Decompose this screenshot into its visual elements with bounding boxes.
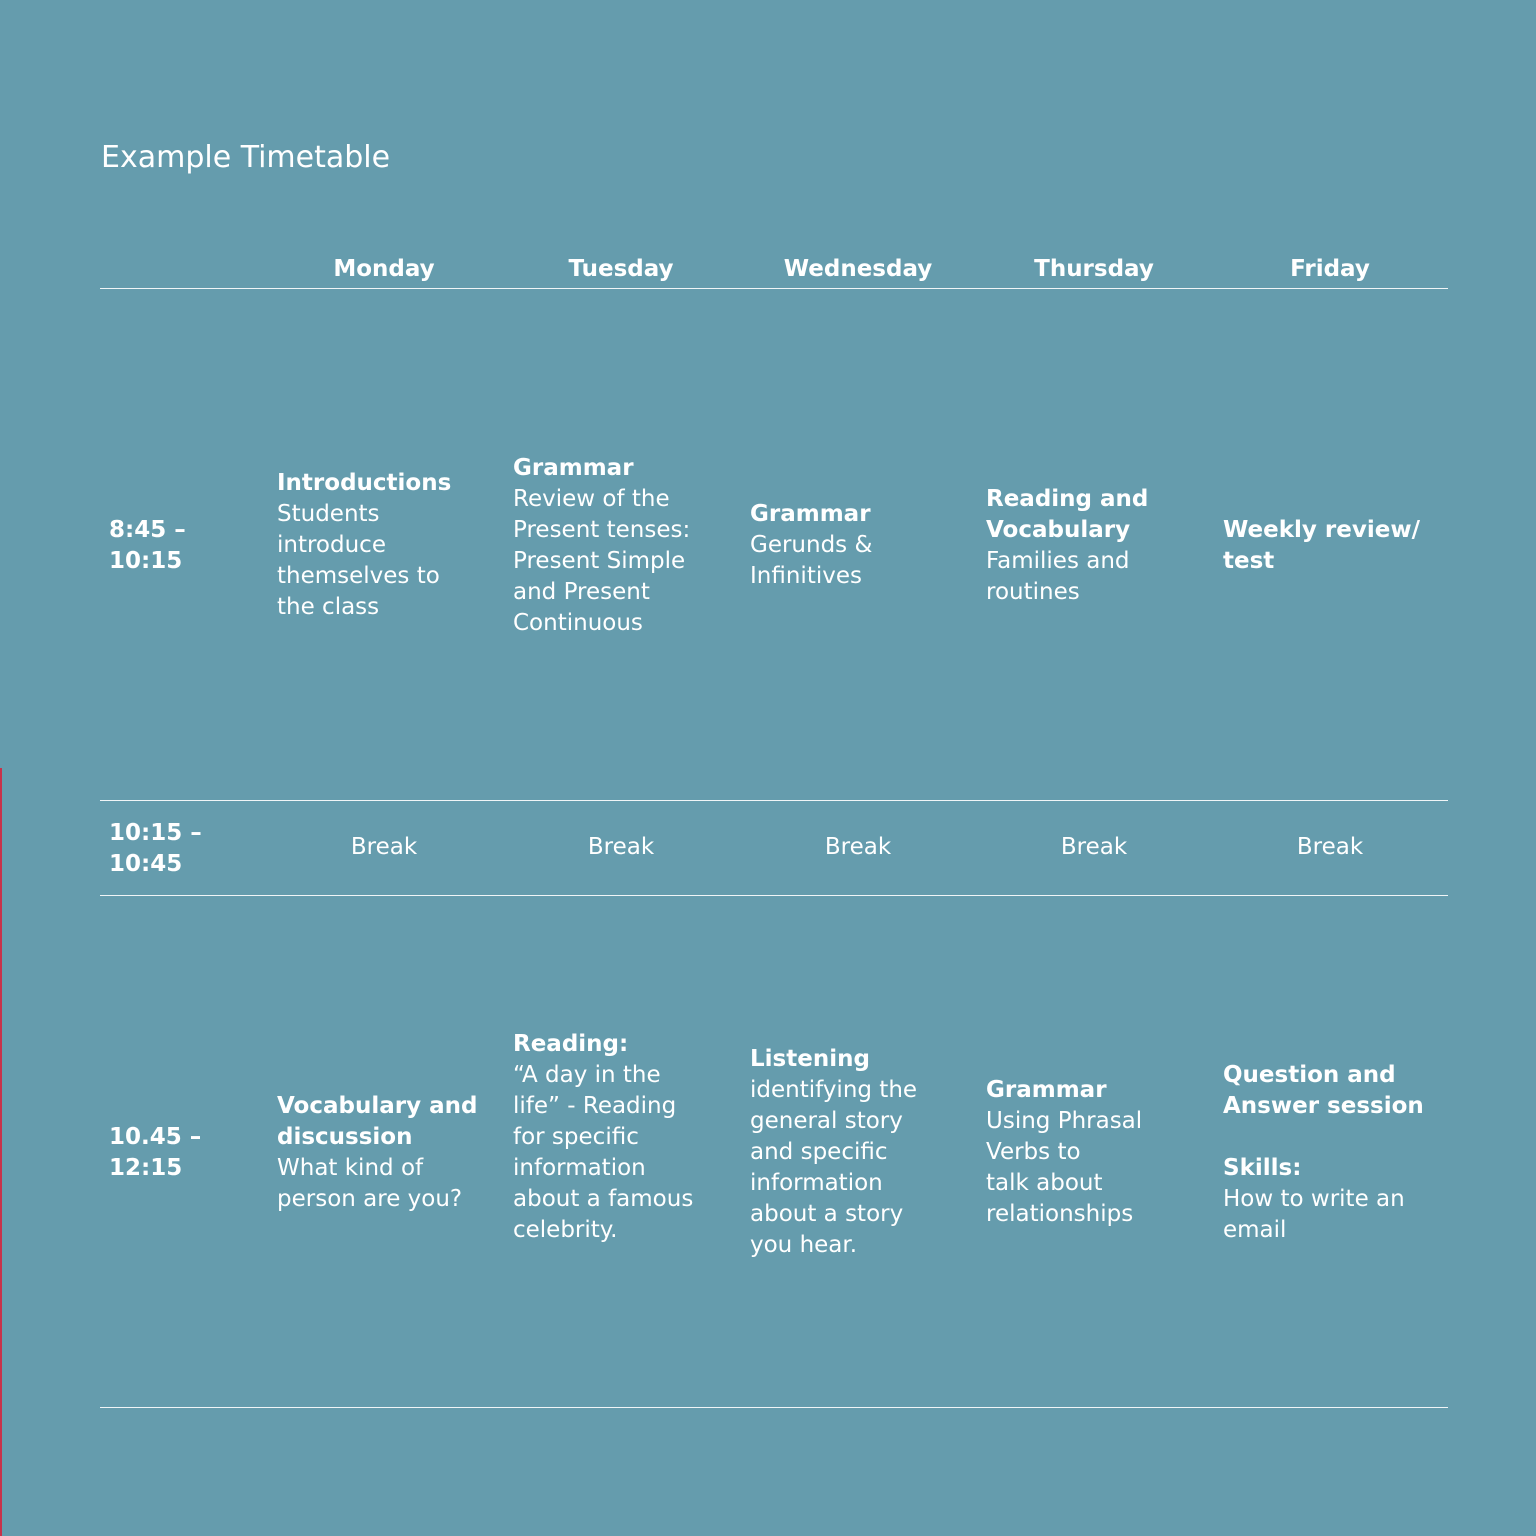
lesson-heading: Reading and Vocabulary <box>986 486 1149 543</box>
day-header-monday: Monday <box>333 256 435 282</box>
lesson-text: Students introduce themselves to the class <box>277 501 440 620</box>
lesson-heading: Grammar <box>986 1077 1107 1103</box>
lesson-heading: Listening <box>750 1046 870 1072</box>
page-title: Example Timetable <box>101 140 391 175</box>
lesson-text: Review of the Present tenses: Present Simple and Present Continuous <box>513 486 691 636</box>
time-slot-3: 10.45 – 12:15 <box>109 1124 202 1181</box>
row-divider <box>100 895 1448 896</box>
lesson-text: Gerunds & Infinitives <box>750 532 873 589</box>
lesson-heading: Weekly review/ test <box>1223 517 1420 574</box>
header-divider <box>100 288 1448 289</box>
lesson-text: Using Phrasal Verbs to talk about relationships <box>986 1108 1143 1227</box>
lesson-cell-friday-3 <box>1223 1060 1459 1246</box>
left-edge-stripe <box>0 768 2 1536</box>
break-wednesday: Break <box>824 834 892 860</box>
lesson-heading: Introductions <box>277 470 452 496</box>
lesson-cell-wednesday-3 <box>750 1044 986 1261</box>
lesson-cell-thursday-1 <box>986 484 1222 608</box>
lesson-cell-wednesday-1 <box>750 499 986 592</box>
lesson-heading: Grammar <box>513 455 634 481</box>
day-header-thursday: Thursday <box>1034 256 1154 282</box>
time-slot-1: 8:45 – 10:15 <box>109 517 186 574</box>
time-slot-2: 10:15 – 10:45 <box>109 820 202 877</box>
day-header-friday: Friday <box>1290 256 1370 282</box>
row-divider <box>100 800 1448 801</box>
lesson-cell-tuesday-3 <box>513 1029 749 1246</box>
lesson-cell-friday-1 <box>1223 515 1459 577</box>
lesson-text: “A day in the life” - Reading for specific information about a famous celebrity. <box>513 1062 694 1243</box>
day-header-tuesday: Tuesday <box>568 256 674 282</box>
break-friday: Break <box>1296 834 1364 860</box>
lesson-cell-thursday-3 <box>986 1075 1222 1230</box>
break-tuesday: Break <box>587 834 655 860</box>
lesson-text: Families and routines <box>986 548 1130 605</box>
break-thursday: Break <box>1060 834 1128 860</box>
lesson-cell-tuesday-1 <box>513 453 749 639</box>
lesson-text: What kind of person are you? <box>277 1155 463 1212</box>
break-monday: Break <box>350 834 418 860</box>
lesson-cell-monday-3 <box>277 1091 513 1215</box>
row-divider <box>100 1407 1448 1408</box>
lesson-heading-skills: Skills: <box>1223 1155 1302 1181</box>
day-header-wednesday: Wednesday <box>783 256 933 282</box>
lesson-heading: Reading: <box>513 1031 629 1057</box>
lesson-cell-monday-1 <box>277 468 513 623</box>
lesson-text: How to write an email <box>1223 1186 1405 1243</box>
lesson-heading: Question and Answer session <box>1223 1062 1424 1119</box>
lesson-text: identifying the general story and specific information about a story you hear. <box>750 1077 918 1258</box>
lesson-heading: Grammar <box>750 501 871 527</box>
lesson-heading: Vocabulary and discussion <box>277 1093 478 1150</box>
